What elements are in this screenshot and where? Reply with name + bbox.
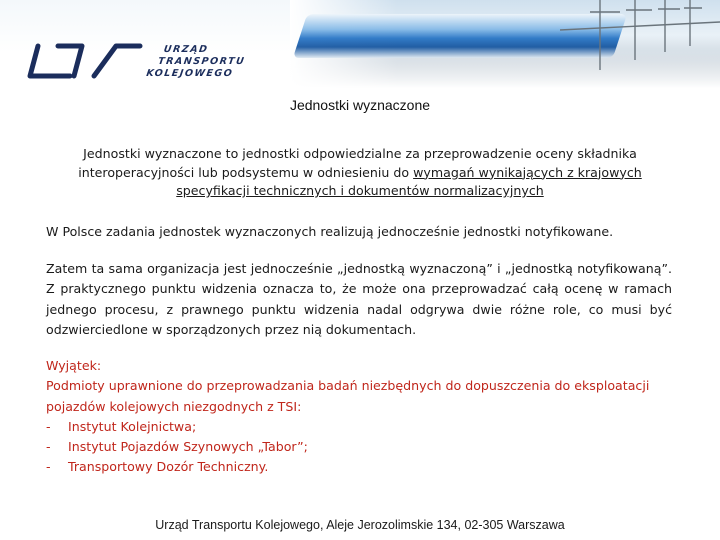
list-item-text: Instytut Kolejnictwa; xyxy=(68,418,197,434)
logo-line-2: TRANSPORTU xyxy=(157,56,246,67)
list-item: - Transportowy Dozór Techniczny. xyxy=(46,459,269,475)
exception-body: Podmioty uprawnione do przeprowadzania badań niezbędnych do dopuszczenia do eksploatacji pojazdów kolejowych niezgodnych z TSI: xyxy=(46,378,650,414)
list-item-text: Transportowy Dozór Techniczny. xyxy=(68,459,269,475)
paragraph-1: W Polsce zadania jednostek wyznaczonych realizują jednocześnie jednostki notyfikowane. xyxy=(46,224,614,239)
paragraph-2: Zatem ta sama organizacja jest jednocześnie „jednostką wyznaczoną” i „jednostką notyfikowaną”. Z praktycznego punktu widzenia oznacza to, że może ona przeprowadzać całą ocenę w ramach jednego procesu, z prawnego punktu widzenia nadal odgrywa dwie różne role, co musi być odzwierciedlone w sporządzonych przez nią dokumentach. xyxy=(46,261,672,337)
utk-logo-icon xyxy=(24,40,144,82)
page-title: Jednostki wyznaczone xyxy=(289,97,431,113)
list-item-text: Instytut Pojazdów Szynowych „Tabor”; xyxy=(68,439,308,455)
list-item: - Instytut Kolejnictwa; xyxy=(46,418,197,434)
footer-address: Urząd Transportu Kolejowego, Aleje Jerozolimskie 134, 02-305 Warszawa xyxy=(155,518,565,532)
intro-text: Jednostki wyznaczone to jednostki odpowiedzialne za przeprowadzenie oceny składnika interoperacyjności lub podsystemu w odniesieniu do xyxy=(78,146,637,180)
utk-logo-text xyxy=(145,44,290,80)
catenary-pylons xyxy=(560,0,720,80)
header-banner xyxy=(0,0,720,88)
logo-line-1: URZĄD xyxy=(162,44,210,55)
intro-underlined-text: wymagań wynikających z krajowych specyfikacji technicznych i dokumentów normalizacyjnych xyxy=(176,164,642,198)
exception-heading: Wyjątek: xyxy=(46,358,102,373)
logo-line-3: KOLEJOWEGO xyxy=(145,68,234,79)
exception-section xyxy=(46,356,672,478)
list-item: - Instytut Pojazdów Szynowych „Tabor”; xyxy=(46,439,308,455)
intro-paragraph xyxy=(60,145,660,201)
